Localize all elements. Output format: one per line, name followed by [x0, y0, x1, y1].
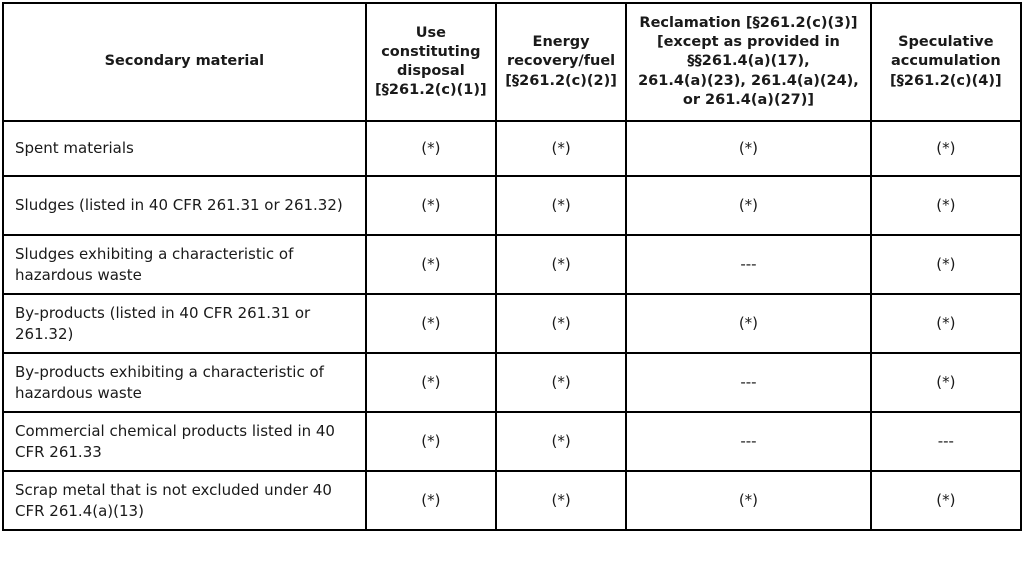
- cell-energy-recovery: (*): [496, 294, 626, 353]
- column-header-line: or 261.4(a)(27)]: [682, 91, 814, 108]
- row-material-label: Scrap metal that is not excluded under 40 CFR 261.4(a)(13): [3, 471, 366, 530]
- cell-speculative-accumulation: ---: [871, 412, 1021, 471]
- cell-energy-recovery: (*): [496, 121, 626, 176]
- column-header-line: Reclamation [§261.2(c)(3)]: [639, 15, 858, 32]
- cell-use-constituting-disposal: (*): [366, 294, 496, 353]
- cell-speculative-accumulation: (*): [871, 294, 1021, 353]
- row-material-label: Commercial chemical products listed in 40 CFR 261.33: [3, 412, 366, 471]
- row-material-label: By-products exhibiting a characteristic of hazardous waste: [3, 353, 366, 412]
- table-row: [3, 176, 1021, 235]
- document-page: [0, 2, 1024, 568]
- cell-use-constituting-disposal: (*): [366, 471, 496, 530]
- column-header-line: [§261.2(c)(2)]: [505, 72, 617, 89]
- column-header-line: constituting: [381, 43, 481, 60]
- cell-use-constituting-disposal: (*): [366, 353, 496, 412]
- column-header-line: [§261.2(c)(4)]: [890, 72, 1002, 89]
- secondary-material-classification-table: [2, 2, 1022, 531]
- cell-reclamation: ---: [626, 353, 870, 412]
- column-header-line: Energy: [532, 34, 590, 51]
- column-header-use-constituting-disposal: [366, 3, 496, 121]
- column-header-line: accumulation: [891, 53, 1001, 70]
- cell-use-constituting-disposal: (*): [366, 176, 496, 235]
- cell-reclamation: (*): [626, 471, 870, 530]
- cell-use-constituting-disposal: (*): [366, 412, 496, 471]
- column-header-secondary-material: [3, 3, 366, 121]
- cell-speculative-accumulation: (*): [871, 176, 1021, 235]
- cell-use-constituting-disposal: (*): [366, 121, 496, 176]
- cell-reclamation: ---: [626, 235, 870, 294]
- cell-reclamation: (*): [626, 176, 870, 235]
- row-material-label: Spent materials: [3, 121, 366, 176]
- column-header-line: Speculative: [898, 34, 994, 51]
- column-header-line: §§261.4(a)(17),: [687, 53, 810, 70]
- column-header-line: disposal: [396, 63, 465, 79]
- cell-energy-recovery: (*): [496, 353, 626, 412]
- cell-energy-recovery: (*): [496, 176, 626, 235]
- table-header: [3, 3, 1021, 121]
- column-header-line: [except as provided in: [656, 34, 840, 51]
- row-material-label: Sludges (listed in 40 CFR 261.31 or 261.32): [3, 176, 366, 235]
- cell-energy-recovery: (*): [496, 471, 626, 530]
- cell-speculative-accumulation: (*): [871, 471, 1021, 530]
- table-row: [3, 412, 1021, 471]
- column-header-reclamation: [626, 3, 870, 121]
- table-row: [3, 121, 1021, 176]
- cell-speculative-accumulation: (*): [871, 121, 1021, 176]
- table-row: [3, 294, 1021, 353]
- cell-speculative-accumulation: (*): [871, 353, 1021, 412]
- table-header-row: [3, 3, 1021, 121]
- column-header-line: Use: [415, 24, 446, 41]
- table-row: [3, 353, 1021, 412]
- column-header-line: 261.4(a)(23), 261.4(a)(24),: [638, 72, 859, 89]
- cell-energy-recovery: (*): [496, 412, 626, 471]
- column-header-energy-recovery: [496, 3, 626, 121]
- column-header-line: [§261.2(c)(1)]: [375, 82, 487, 99]
- cell-speculative-accumulation: (*): [871, 235, 1021, 294]
- cell-reclamation: (*): [626, 294, 870, 353]
- row-material-label: Sludges exhibiting a characteristic of hazardous waste: [3, 235, 366, 294]
- cell-energy-recovery: (*): [496, 235, 626, 294]
- table-row: [3, 235, 1021, 294]
- cell-reclamation: ---: [626, 412, 870, 471]
- column-header-speculative-accumulation: [871, 3, 1021, 121]
- cell-reclamation: (*): [626, 121, 870, 176]
- table-body: [3, 121, 1021, 530]
- column-header-line: recovery/fuel: [506, 53, 616, 70]
- row-material-label: By-products (listed in 40 CFR 261.31 or 261.32): [3, 294, 366, 353]
- table-row: [3, 471, 1021, 530]
- cell-use-constituting-disposal: (*): [366, 235, 496, 294]
- column-header-secondary-material-label: Secondary material: [104, 53, 265, 70]
